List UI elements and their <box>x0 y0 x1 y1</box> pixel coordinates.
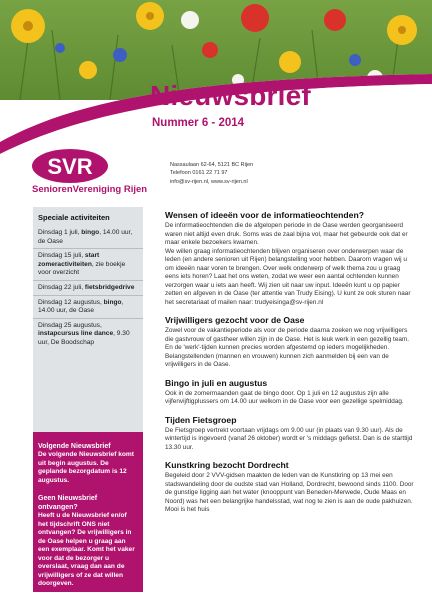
activity-date: Dinsdag 12 augustus, <box>38 298 104 306</box>
activity-name: start zomeractiviteiten <box>38 252 100 268</box>
activity-item <box>33 226 143 249</box>
activity-date: Dinsdag 1 juli, <box>38 229 82 236</box>
article-heading: Wensen of ideeën voor de informatieochtenden? <box>165 210 364 220</box>
main-content <box>165 210 415 523</box>
activity-date: Dinsdag 25 augustus, <box>38 321 102 329</box>
article <box>165 460 415 515</box>
next-newsletter-text: De volgende Nieuwsbrief komt uit begin augustus. De geplande bezorgdatum is 12 augustus. <box>38 451 134 484</box>
address-street: Nassaulaan 62-64, 5121 BC Rijen <box>170 162 254 168</box>
activity-date: Dinsdag 22 juli, <box>38 283 85 291</box>
activity-detail: , 14.00 uur, de Oase <box>38 298 124 315</box>
activity-item <box>33 249 143 281</box>
article-body: We willen graag informatieochtenden blijven organiseren over onderwerpen waar de leden (en andere senioren uit Rijen) belangstelling voor hebben. Daarom vragen wij u om ideeën naar voren te brengen. Over welk onderwerp of welk thema zou u graag eens iets horen? Laat het ons weten, zodat we weer een aantal ochtenden kunnen verzorgen waar u iets aan heeft. Wij zien uit naar uw input. Ideeën kunt u op papier zetten en afgeven in de Oase (ter attentie van Trudy Eising). U kunt ze ook sturen naar het secretariaat of mailen naar: trudyeisinga@sv-rijen.nl <box>165 247 411 306</box>
article <box>165 415 415 453</box>
logo-mark: SVR <box>47 154 93 179</box>
activity-detail: , zie boekje voor overzicht <box>38 260 126 277</box>
activity-name: bingo <box>81 229 100 236</box>
activities-sidebar <box>33 207 143 432</box>
article <box>165 378 415 407</box>
article-heading: Tijden Fietsgroep <box>165 414 237 425</box>
activity-detail: , 14.00 uur, de Oase <box>38 229 133 245</box>
article-heading: Kunstkring bezocht Dordrecht <box>165 460 289 470</box>
issue-number: Nummer 6 - 2014 <box>152 117 245 129</box>
article-body: De informatieochtenden die de afgelopen periode in de Oase werden georganiseerd waren niet altijd even druk. Soms was de zaal bijna vol, maar het gebeurde ook dat er maar enkele bezoekers kwamen. <box>165 222 408 246</box>
notice-sidebar <box>33 432 143 592</box>
activity-date: Dinsdag 15 juli, <box>38 252 85 260</box>
article-heading: Vrijwilligers gezocht voor de Oase <box>165 315 305 325</box>
activity-item <box>33 281 143 296</box>
address-email-web: info@sv-rijen.nl, www.sv-rijen.nl <box>170 178 248 185</box>
address-block <box>170 161 253 186</box>
article-heading: Bingo in juli en augustus <box>165 377 268 388</box>
newsletter-title: Nieuwsbrief <box>150 80 311 111</box>
association-name: SeniorenVereniging Rijen <box>32 184 148 195</box>
activity-item <box>33 319 143 350</box>
svr-logo <box>30 148 110 189</box>
not-received-text: Heeft u de Nieuwsbrief en/of het tijdschrift ONS niet ontvangen? De vrijwilligers in de Oase helpen u graag aan een exemplaar. Komt het vaker voor dat de bezorger u overslaat, vraag dan aan de vrijwilligers of ze dat willen doorgeven. <box>38 512 135 587</box>
activity-name: fietsbridgedrive <box>84 283 135 291</box>
article <box>165 210 415 307</box>
article-body: De Fietsgroep vertrekt voortaan vrijdags om 9.00 uur (in plaats van 9.30 uur). Als de wintertijd is ingevoerd (vanaf 26 oktober) wordt er 's middags gefietst. Dan is de starttijd 13.30 uur. <box>165 426 413 451</box>
activity-detail: , 9.30 uur, De Boodschap <box>38 330 130 346</box>
article-body: Begeleid door 2 VVV-gidsen maakten de leden van de Kunstkring op 13 mei een stadswandeling door de oudste stad van Holland, Dordrecht, bewoond sinds 1100. Door de gunstige ligging aan het water (knooppunt van Beneden-Merwede, Oude Maas en Noord) was het een belangrijke handelsstad, wat nog te zien is aan de oude pakhuizen. Mooi is het huis <box>165 472 414 513</box>
article <box>165 315 415 370</box>
article-body: Zowel voor de vakantieperiode als voor de periode daarna zoeken we nog vrijwilligers die gastvrouw of gastheer willen zijn in de Oase. Het is leuk werk in een gezellig team. En de 'werk'-tijden kunnen precies worden afgestemd op ieders mogelijkheden. Belangstellenden (mannen en vrouwen) kunnen zich aanmelden bij een van de vrijwilligers in de Oase. <box>165 327 410 368</box>
activities-title: Speciale activiteiten <box>38 213 110 222</box>
address-phone: Telefoon 0161 22 71 97 <box>170 170 228 177</box>
article-body: Ook in de zomermaanden gaat de bingo door. Op 1 juli en 12 augustus zijn alle vijfenvijftigplussers om 14.00 uur welkom in de Oase voor een gezellige spelmiddag. <box>165 389 404 405</box>
next-newsletter-title: Volgende Nieuwsbrief <box>38 443 111 450</box>
activity-item <box>33 296 143 319</box>
activity-name: bingo <box>103 298 122 306</box>
not-received-title: Geen Nieuwsbrief ontvangen? <box>38 495 98 511</box>
activity-name: instapcursus line dance <box>38 330 114 338</box>
